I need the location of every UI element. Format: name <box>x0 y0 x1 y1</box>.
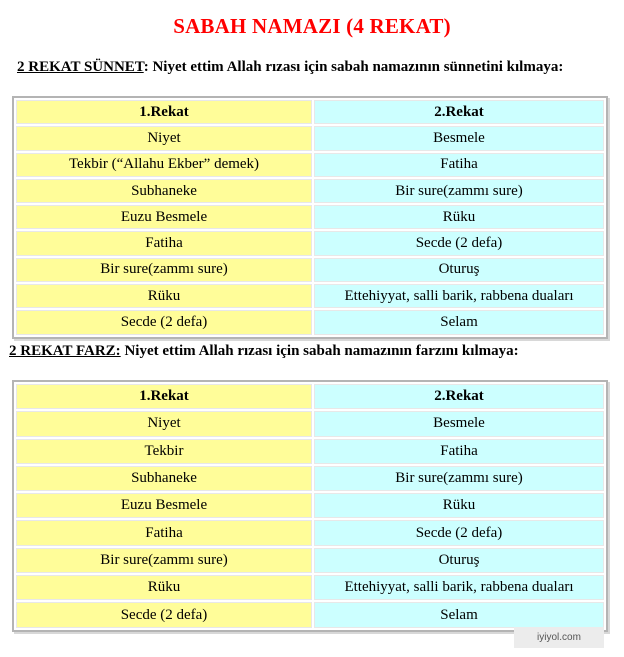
table-row <box>16 466 604 491</box>
rekat-1-cell: Fatiha <box>16 520 312 545</box>
rekat-1-cell: Tekbir (“Allahu Ekber” demek) <box>16 153 312 177</box>
column-header-rekat-2: 2.Rekat <box>314 384 604 409</box>
rekat-1-cell: Tekbir <box>16 439 312 464</box>
rekat-1-cell: Euzu Besmele <box>16 205 312 229</box>
column-header-rekat-1: 1.Rekat <box>16 384 312 409</box>
rekat-2-cell: Selam <box>314 310 604 334</box>
rekat-2-cell: Secde (2 defa) <box>314 520 604 545</box>
table-row <box>16 602 604 627</box>
rekat-1-cell: Niyet <box>16 411 312 436</box>
table-header-row <box>16 100 604 124</box>
rekat-2-cell: Oturuş <box>314 258 604 282</box>
rekat-2-cell: Ettehiyyat, salli barik, rabbena duaları <box>314 284 604 308</box>
table-row <box>16 179 604 203</box>
rekat-2-cell: Fatiha <box>314 439 604 464</box>
table-row <box>16 520 604 545</box>
rekat-1-cell: Rüku <box>16 575 312 600</box>
rekat-2-cell: Selam <box>314 602 604 627</box>
table-row <box>16 231 604 255</box>
rekat-1-cell: Euzu Besmele <box>16 493 312 518</box>
rekat-2-cell: Rüku <box>314 493 604 518</box>
sunnet-intention-text: : Niyet ettim Allah rızası için sabah namazının sünnetini kılmaya: <box>143 59 564 75</box>
table-row <box>16 284 604 308</box>
table-row <box>16 153 604 177</box>
sunnet-heading: 2 REKAT SÜNNET <box>17 59 144 75</box>
table-row <box>16 310 604 334</box>
column-header-rekat-1: 1.Rekat <box>16 100 312 124</box>
table-row <box>16 126 604 150</box>
sunnet-table <box>12 96 608 339</box>
rekat-2-cell: Oturuş <box>314 548 604 573</box>
table-row <box>16 575 604 600</box>
farz-heading: 2 REKAT FARZ: <box>9 343 121 359</box>
rekat-1-cell: Rüku <box>16 284 312 308</box>
rekat-2-cell: Secde (2 defa) <box>314 231 604 255</box>
rekat-2-cell: Besmele <box>314 411 604 436</box>
rekat-2-cell: Bir sure(zammı sure) <box>314 179 604 203</box>
column-header-rekat-2: 2.Rekat <box>314 100 604 124</box>
rekat-2-cell: Fatiha <box>314 153 604 177</box>
table-row <box>16 411 604 436</box>
rekat-2-cell: Besmele <box>314 126 604 150</box>
table-header-row <box>16 384 604 409</box>
table-row <box>16 548 604 573</box>
farz-intention <box>9 343 519 360</box>
table-row <box>16 493 604 518</box>
sunnet-table-body <box>16 126 604 334</box>
rekat-1-cell: Fatiha <box>16 231 312 255</box>
rekat-1-cell: Secde (2 defa) <box>16 602 312 627</box>
rekat-2-cell: Bir sure(zammı sure) <box>314 466 604 491</box>
rekat-2-cell: Rüku <box>314 205 604 229</box>
table-row <box>16 258 604 282</box>
rekat-1-cell: Bir sure(zammı sure) <box>16 258 312 282</box>
farz-table-body <box>16 411 604 627</box>
farz-table <box>12 380 608 632</box>
rekat-1-cell: Secde (2 defa) <box>16 310 312 334</box>
rekat-1-cell: Subhaneke <box>16 466 312 491</box>
farz-intention-text: Niyet ettim Allah rızası için sabah namazının farzını kılmaya: <box>120 343 519 359</box>
rekat-1-cell: Bir sure(zammı sure) <box>16 548 312 573</box>
sunnet-intention <box>17 59 563 76</box>
table-row <box>16 205 604 229</box>
rekat-1-cell: Niyet <box>16 126 312 150</box>
rekat-2-cell: Ettehiyyat, salli barik, rabbena duaları <box>314 575 604 600</box>
site-watermark: iyiyol.com <box>514 627 604 648</box>
rekat-1-cell: Subhaneke <box>16 179 312 203</box>
table-row <box>16 439 604 464</box>
page-title: SABAH NAMAZI (4 REKAT) <box>173 14 451 38</box>
